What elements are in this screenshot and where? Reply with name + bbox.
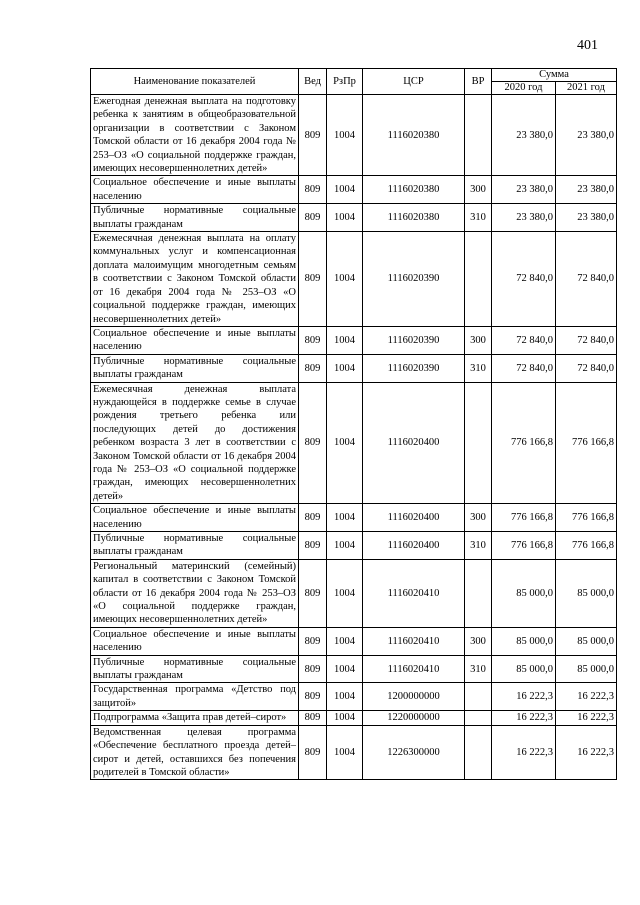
header-ved: Вед	[299, 69, 327, 95]
table-row	[91, 532, 617, 560]
row-vr: 300	[465, 326, 492, 354]
row-rzpr: 1004	[327, 176, 363, 204]
row-csr: 1116020380	[363, 95, 465, 176]
header-2021: 2021 год	[556, 82, 617, 95]
row-ved: 809	[299, 176, 327, 204]
header-csr: ЦСР	[363, 69, 465, 95]
row-csr: 1116020390	[363, 232, 465, 327]
table-row	[91, 725, 617, 780]
row-2021: 85 000,0	[556, 559, 617, 627]
row-ved: 809	[299, 326, 327, 354]
row-ved: 809	[299, 354, 327, 382]
table-row	[91, 176, 617, 204]
table-row	[91, 683, 617, 711]
row-rzpr: 1004	[327, 382, 363, 504]
table-row	[91, 382, 617, 504]
row-name: Публичные нормативные социальные выплаты гражданам	[91, 655, 299, 683]
row-ved: 809	[299, 504, 327, 532]
row-2020: 23 380,0	[492, 204, 556, 232]
row-ved: 809	[299, 232, 327, 327]
row-rzpr: 1004	[327, 532, 363, 560]
row-2020: 776 166,8	[492, 532, 556, 560]
row-name: Публичные нормативные социальные выплаты гражданам	[91, 204, 299, 232]
row-2020: 85 000,0	[492, 655, 556, 683]
row-name: Ежемесячная денежная выплата на оплату коммунальных услуг и компенсационная доплата малоимущим многодетным семьям в соответствии с Законом Томской области от 16 декабря 2004 года № 253–ОЗ «О социальной поддержке граждан, имеющих несовершеннолетних детей»	[91, 232, 299, 327]
header-sum: Сумма	[492, 69, 617, 82]
row-csr: 1116020410	[363, 627, 465, 655]
row-name: Ведомственная целевая программа «Обеспечение бесплатного проезда детей–сирот и детей, оставшихся без попечения родителей в Томской области»	[91, 725, 299, 780]
row-rzpr: 1004	[327, 725, 363, 780]
header-vr: ВР	[465, 69, 492, 95]
row-csr: 1116020380	[363, 204, 465, 232]
row-name: Ежемесячная денежная выплата нуждающейся в поддержке семье в случае рождения третьего ребенка или последующих детей до достижения ребенком возраста 3 лет в соответствии с Законом Томской области от 16 декабря 2004 года № 253–ОЗ «О социальной поддержке граждан, имеющих несовершеннолетних детей»	[91, 382, 299, 504]
table-row	[91, 95, 617, 176]
row-name: Публичные нормативные социальные выплаты гражданам	[91, 354, 299, 382]
row-ved: 809	[299, 532, 327, 560]
row-csr: 1116020400	[363, 382, 465, 504]
row-name: Социальное обеспечение и иные выплаты населению	[91, 627, 299, 655]
row-rzpr: 1004	[327, 504, 363, 532]
row-2020: 72 840,0	[492, 354, 556, 382]
row-2021: 85 000,0	[556, 627, 617, 655]
row-2020: 23 380,0	[492, 176, 556, 204]
table-row	[91, 627, 617, 655]
row-vr: 300	[465, 176, 492, 204]
row-2021: 23 380,0	[556, 95, 617, 176]
row-rzpr: 1004	[327, 627, 363, 655]
row-2021: 72 840,0	[556, 232, 617, 327]
row-vr	[465, 559, 492, 627]
header-2020: 2020 год	[492, 82, 556, 95]
row-ved: 809	[299, 655, 327, 683]
row-csr: 1116020390	[363, 326, 465, 354]
row-2020: 23 380,0	[492, 95, 556, 176]
row-vr	[465, 382, 492, 504]
row-csr: 1116020410	[363, 559, 465, 627]
row-vr	[465, 95, 492, 176]
row-ved: 809	[299, 725, 327, 780]
row-ved: 809	[299, 711, 327, 725]
row-2021: 85 000,0	[556, 655, 617, 683]
row-rzpr: 1004	[327, 204, 363, 232]
row-ved: 809	[299, 683, 327, 711]
row-2020: 16 222,3	[492, 711, 556, 725]
row-name: Ежегодная денежная выплата на подготовку ребенка к занятиям в общеобразовательной организации в соответствии с Законом Томской области от 16 декабря 2004 года № 253–ОЗ «О социальной поддержке граждан, имеющих несовершеннолетних детей»	[91, 95, 299, 176]
table-row	[91, 504, 617, 532]
header-name: Наименование показателей	[91, 69, 299, 95]
row-name: Социальное обеспечение и иные выплаты населению	[91, 326, 299, 354]
row-ved: 809	[299, 559, 327, 627]
table-row	[91, 559, 617, 627]
row-vr	[465, 711, 492, 725]
row-2021: 16 222,3	[556, 711, 617, 725]
row-2020: 16 222,3	[492, 683, 556, 711]
table-row	[91, 204, 617, 232]
row-ved: 809	[299, 95, 327, 176]
row-rzpr: 1004	[327, 95, 363, 176]
row-rzpr: 1004	[327, 354, 363, 382]
row-rzpr: 1004	[327, 232, 363, 327]
row-csr: 1226300000	[363, 725, 465, 780]
row-name: Публичные нормативные социальные выплаты гражданам	[91, 532, 299, 560]
table-row	[91, 655, 617, 683]
row-2020: 776 166,8	[492, 504, 556, 532]
row-csr: 1200000000	[363, 683, 465, 711]
row-2021: 72 840,0	[556, 354, 617, 382]
row-vr: 310	[465, 655, 492, 683]
row-name: Социальное обеспечение и иные выплаты населению	[91, 504, 299, 532]
header-rzpr: РзПр	[327, 69, 363, 95]
row-vr	[465, 683, 492, 711]
row-name: Государственная программа «Детство под защитой»	[91, 683, 299, 711]
row-2020: 72 840,0	[492, 232, 556, 327]
row-vr: 300	[465, 627, 492, 655]
row-2021: 776 166,8	[556, 382, 617, 504]
row-2020: 16 222,3	[492, 725, 556, 780]
row-2020: 72 840,0	[492, 326, 556, 354]
row-ved: 809	[299, 627, 327, 655]
table-row	[91, 326, 617, 354]
row-rzpr: 1004	[327, 559, 363, 627]
row-name: Региональный материнский (семейный) капитал в соответствии с Законом Томской области от 16 декабря 2004 года № 253–ОЗ «О социальной поддержке граждан, имеющих несовершеннолетних детей»	[91, 559, 299, 627]
row-csr: 1116020390	[363, 354, 465, 382]
row-vr	[465, 725, 492, 780]
row-2021: 16 222,3	[556, 683, 617, 711]
table-row	[91, 711, 617, 725]
row-vr: 300	[465, 504, 492, 532]
row-csr: 1116020380	[363, 176, 465, 204]
row-vr	[465, 232, 492, 327]
row-vr: 310	[465, 354, 492, 382]
row-ved: 809	[299, 204, 327, 232]
table-row	[91, 354, 617, 382]
row-2021: 16 222,3	[556, 725, 617, 780]
row-2020: 85 000,0	[492, 559, 556, 627]
row-2021: 23 380,0	[556, 176, 617, 204]
table-row	[91, 232, 617, 327]
row-csr: 1116020400	[363, 504, 465, 532]
row-2021: 776 166,8	[556, 504, 617, 532]
row-2021: 776 166,8	[556, 532, 617, 560]
row-rzpr: 1004	[327, 326, 363, 354]
budget-table	[90, 68, 617, 780]
row-2021: 23 380,0	[556, 204, 617, 232]
row-2020: 85 000,0	[492, 627, 556, 655]
row-rzpr: 1004	[327, 655, 363, 683]
row-name: Социальное обеспечение и иные выплаты населению	[91, 176, 299, 204]
row-rzpr: 1004	[327, 683, 363, 711]
row-2020: 776 166,8	[492, 382, 556, 504]
row-rzpr: 1004	[327, 711, 363, 725]
row-name: Подпрограмма «Защита прав детей–сирот»	[91, 711, 299, 725]
row-ved: 809	[299, 382, 327, 504]
row-vr: 310	[465, 532, 492, 560]
row-2021: 72 840,0	[556, 326, 617, 354]
row-csr: 1220000000	[363, 711, 465, 725]
row-vr: 310	[465, 204, 492, 232]
row-csr: 1116020410	[363, 655, 465, 683]
page-number: 401	[577, 38, 598, 53]
row-csr: 1116020400	[363, 532, 465, 560]
